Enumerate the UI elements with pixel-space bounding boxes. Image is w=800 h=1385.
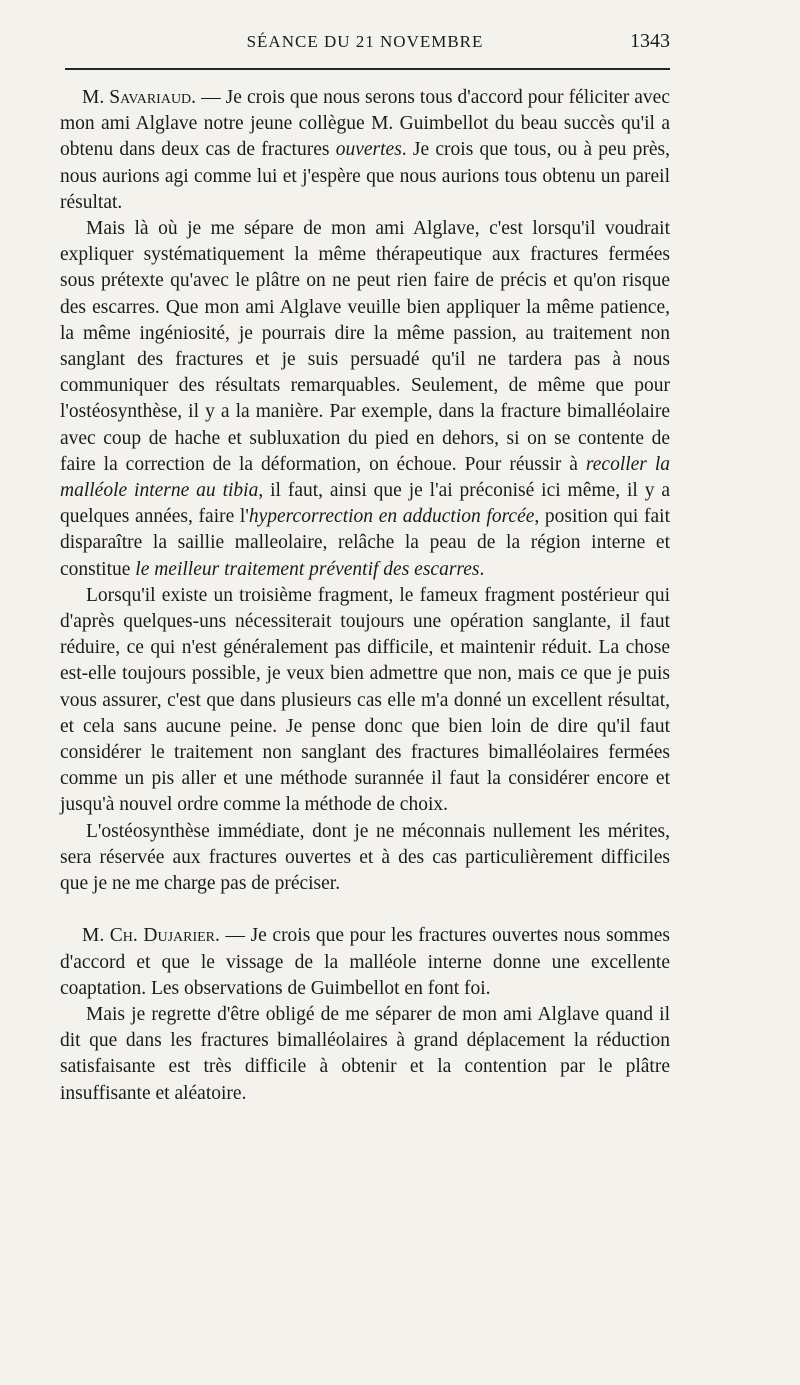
paragraph	[60, 216, 670, 583]
text-run: — Je crois que nous serons tous d'accord pour féliciter avec mon ami Alglave notre jeune collègue M. Guimbellot du beau succès qu'il a obtenu dans deux cas de fractures	[60, 87, 670, 161]
italic-text: recoller la malléole interne au tibia	[60, 453, 671, 502]
text-run: , il faut, ainsi que je l'ai préconisé ici même, il y a quelques années, faire l'	[60, 480, 670, 528]
speech-separator	[60, 897, 670, 923]
italic-text: ouvertes	[335, 139, 402, 161]
header-rule	[65, 68, 670, 70]
body-text	[60, 85, 670, 1107]
paragraph	[60, 923, 670, 1002]
text-run: , position qui fait disparaître la saillie malleolaire, relâche la peau de la région interne et constitue	[60, 506, 670, 580]
running-head	[60, 32, 670, 56]
text-run: .	[479, 558, 485, 580]
header-title: SÉANCE DU 21 NOVEMBRE	[246, 32, 484, 51]
text-run: Mais je regrette d'être obligé de me séparer de mon ami Alglave quand il dit que dans les fractures bimalléolaires à grand déplacement la réduction satisfaisante est très difficile à obtenir et la contention par le plâtre insuffisante et aléatoire.	[60, 1003, 670, 1104]
italic-text: hypercorrection en adduction forcée	[248, 506, 535, 528]
speaker-name: M. Savariaud.	[82, 87, 197, 108]
paragraph	[60, 819, 670, 898]
text-run: Mais là où je me sépare de mon ami Alglave, c'est lorsqu'il voudrait expliquer systématiquement la même thérapeutique aux fractures fermées sous prétexte qu'avec le plâtre on ne peut rien faire de précis et qu'on risque des escarres. Que mon ami Alglave veuille bien appliquer la même patience, la même ingéniosité, je pourrais dire la même passion, au traitement non sanglant des fractures et je suis persuadé qu'il ne tardera pas à nous communiquer des résultats remarquables. Seulement, de même que pour l'ostéosynthèse, il y a la manière. Par exemple, dans la fracture bimalléolaire avec coup de hache et subluxation du pied en dehors, si on se contente de faire la correction de la déformation, on échoue. Pour réussir à	[60, 218, 670, 475]
page-number: 1343	[630, 30, 670, 52]
paragraph	[60, 583, 670, 819]
italic-text: le meilleur traitement préventif des escarres	[135, 558, 480, 580]
text-run: L'ostéosynthèse immédiate, dont je ne méconnais nullement les mérites, sera réservée aux fractures ouvertes et à des cas particulièrement difficiles que je ne me charge pas de préciser.	[60, 820, 670, 895]
paragraph	[60, 1002, 670, 1107]
text-run: . Je crois que tous, ou à peu près, nous aurions agi comme lui et j'espère que nous aurions tous obtenu un pareil résultat.	[60, 139, 670, 213]
paragraph	[60, 85, 670, 216]
text-run: Lorsqu'il existe un troisième fragment, le fameux fragment postérieur qui d'après quelques-uns nécessiterait toujours une opération sanglante, il faut réduire, ce qui n'est généralement pas difficile, et maintenir réduit. La chose est-elle toujours possible, je veux bien admettre que non, mais ce que je puis vous assurer, c'est que dans plusieurs cas elle m'a donné un excellent résultat, et cela sans aucune peine. Je pense donc que bien loin de dire qu'il faut considérer le traitement non sanglant des fractures bimalléolaires fermées comme un pis aller et une méthode surannée il faut la considérer encore et jusqu'à nouvel ordre comme la méthode de choix.	[60, 584, 670, 816]
text-run: — Je crois que pour les fractures ouvertes nous sommes d'accord et que le vissage de la malléole interne donne une excellente coaptation. Les observations de Guimbellot en font foi.	[60, 925, 670, 999]
speaker-name: M. Ch. Dujarier.	[82, 925, 220, 947]
